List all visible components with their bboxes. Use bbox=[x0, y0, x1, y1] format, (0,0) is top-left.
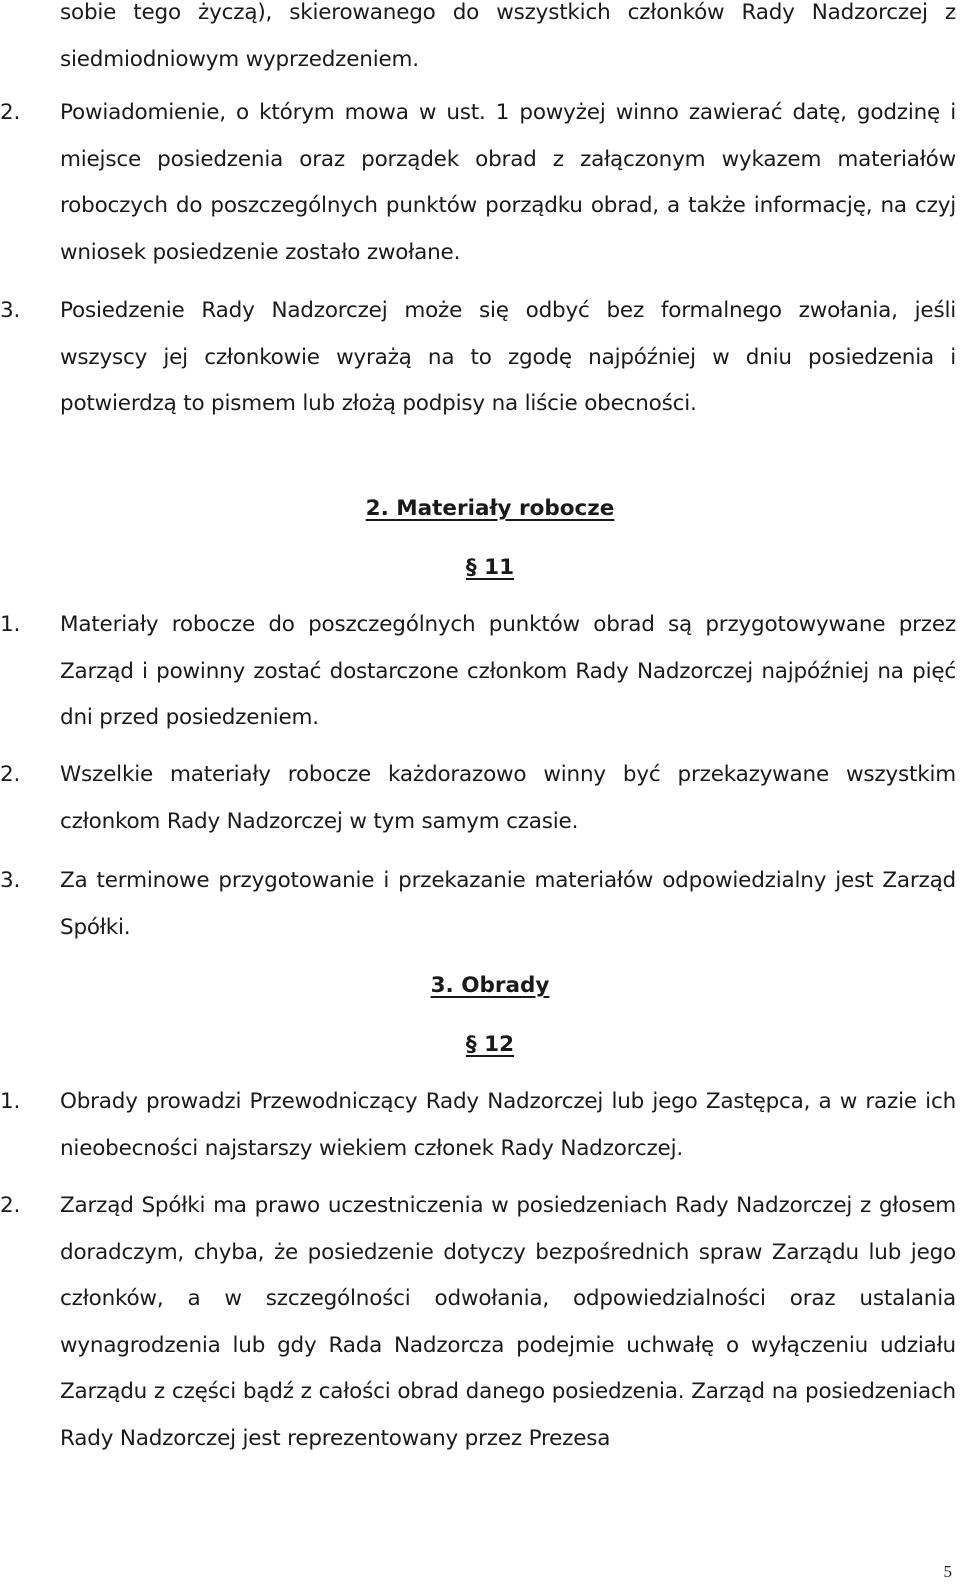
page-number: 5 bbox=[943, 1562, 952, 1581]
item-text: Materiały robocze do poszczególnych punktów obrad są przygotowywane przez Zarząd i powinny zostać dostarczone członkom Rady Nadzorczej najpóźniej na pięć dni przed posiedzeniem. bbox=[60, 612, 956, 730]
item-text: Wszelkie materiały robocze każdorazowo winny być przekazywane wszystkim członkom Rady Nadzorczej w tym samym czasie. bbox=[60, 762, 956, 834]
paragraph-3 bbox=[0, 288, 956, 428]
item-number: 2. bbox=[0, 1193, 21, 1218]
section-heading: 2. Materiały robocze bbox=[365, 496, 615, 521]
paragraph-text: Posiedzenie Rady Nadzorczej może się odbyć bez formalnego zwołania, jeśli wszyscy jej członkowie wyrażą na to zgodę najpóźniej w dniu posiedzenia i potwierdzą to pismem lub złożą podpisy na liście obecności. bbox=[60, 298, 956, 416]
list-item bbox=[0, 752, 956, 845]
item-text: Za terminowe przygotowanie i przekazanie materiałów odpowiedzialny jest Zarząd Spółki. bbox=[60, 868, 956, 940]
paragraph-number: 3. bbox=[0, 298, 21, 323]
list-item bbox=[0, 602, 956, 742]
item-text: Obrady prowadzi Przewodniczący Rady Nadzorczej lub jego Zastępca, a w razie ich nieobecności najstarszy wiekiem członek Rady Nadzorczej. bbox=[60, 1089, 956, 1161]
section-heading: 3. Obrady bbox=[430, 973, 550, 998]
paragraph-text: Powiadomienie, o którym mowa w ust. 1 powyżej winno zawierać datę, godzinę i miejsce posiedzenia oraz porządek obrad z załączonym wykazem materiałów roboczych do poszczególnych punktów porządku obrad, a także informację, na czyj wniosek posiedzenie zostało zwołane. bbox=[60, 100, 956, 265]
list-item bbox=[0, 1183, 956, 1462]
paragraph-number: 2. bbox=[0, 100, 21, 125]
item-number: 2. bbox=[0, 762, 21, 787]
list-item bbox=[0, 1079, 956, 1172]
paragraph-continuation bbox=[0, 0, 956, 83]
item-text: Zarząd Spółki ma prawo uczestniczenia w posiedzeniach Rady Nadzorczej z głosem doradczym, chyba, że posiedzenie dotyczy bezpośrednich spraw Zarządu lub jego członków, a w szczególności odwołania, odpowiedzialności oraz ustalania wynagrodzenia lub gdy Rada Nadzorcza podejmie uchwałę o wyłączeniu udziału Zarządu z części bądź z całości obrad danego posiedzenia. Zarząd na posiedzeniach Rady Nadzorczej jest reprezentowany przez Prezesa bbox=[60, 1193, 956, 1451]
paragraph-2 bbox=[0, 90, 956, 276]
paragraph-sign: § 11 bbox=[465, 555, 515, 580]
item-number: 1. bbox=[0, 612, 21, 637]
list-item bbox=[0, 858, 956, 951]
item-number: 1. bbox=[0, 1089, 21, 1114]
paragraph-text: sobie tego życzą), skierowanego do wszystkich członków Rady Nadzorczej z siedmiodniowym wyprzedzeniem. bbox=[60, 0, 956, 72]
paragraph-sign: § 12 bbox=[465, 1032, 515, 1057]
item-number: 3. bbox=[0, 868, 21, 893]
